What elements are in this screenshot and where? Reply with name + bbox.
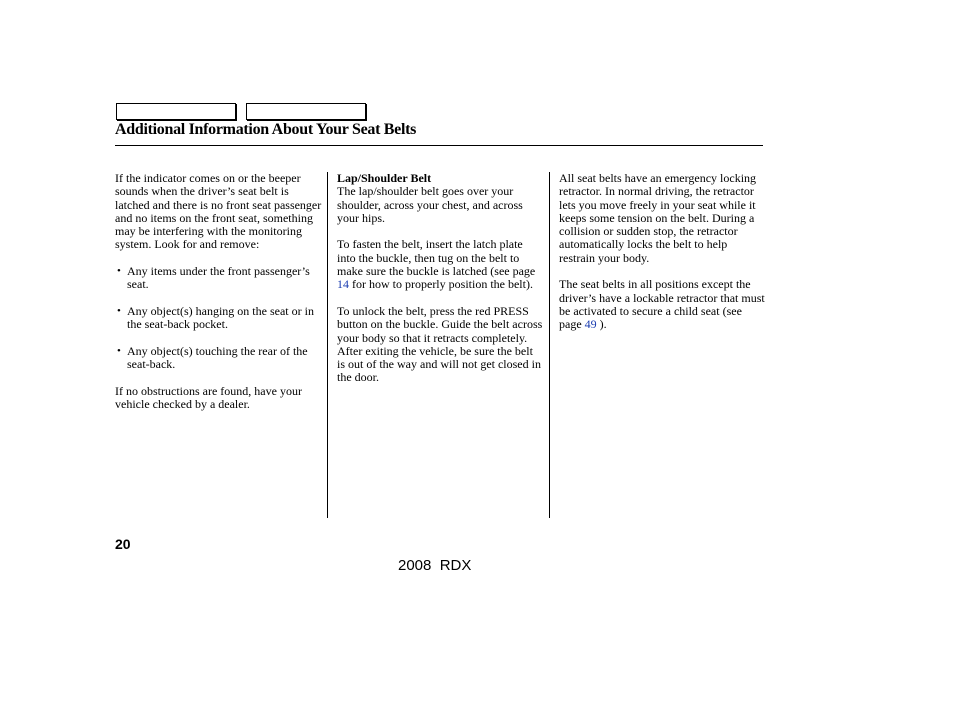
page-title: Additional Information About Your Seat Belts (115, 121, 417, 138)
model-footer: 2008 RDX (398, 557, 472, 574)
list-item (115, 305, 323, 332)
lap-belt-paragraph: The lap/shoulder belt goes over your shoulder, across your chest, and across your hips. (337, 184, 523, 225)
column-divider (549, 172, 550, 518)
column-divider (327, 172, 328, 518)
closing-paragraph: If no obstructions are found, have your vehicle checked by a dealer. (115, 383, 302, 412)
page-link-14[interactable]: 14 (337, 277, 349, 292)
fasten-text-end: for how to properly position the belt). (349, 277, 533, 292)
column-2 (337, 172, 543, 398)
lockable-retractor-paragraph (559, 278, 765, 331)
list-item-text: Any items under the front passenger’s seat. (127, 264, 310, 292)
lockable-text-end: ). (596, 317, 607, 332)
fasten-text: To fasten the belt, insert the latch plate into the buckle, then tug on the belt to make sure the buckle is latched (see page (337, 237, 536, 279)
column-3 (559, 172, 765, 345)
bullet-icon: • (117, 265, 121, 278)
page-number: 20 (115, 536, 131, 552)
list-item (115, 345, 323, 372)
bullet-icon: • (117, 304, 121, 317)
bullet-icon: • (117, 344, 121, 357)
retractor-paragraph: All seat belts have an emergency locking retractor. In normal driving, the retractor lets you move freely in your seat while it keeps some tension on the belt. During a collision or sudden stop, the retractor automatically locks the belt to help restrain your body. (559, 171, 757, 265)
title-divider (115, 145, 763, 146)
list-item-text: Any object(s) hanging on the seat or in the seat-back pocket. (127, 303, 314, 332)
fasten-paragraph (337, 238, 543, 291)
list-item (115, 265, 323, 292)
section-subheading: Lap/Shoulder Belt (337, 171, 432, 185)
lockable-text: The seat belts in all positions except the driver’s have a lockable retractor that must be activated to secure a child seat (see page (559, 277, 765, 332)
page-link-49[interactable]: 49 (584, 317, 597, 332)
intro-paragraph: If the indicator comes on or the beeper sounds when the driver’s seat belt is latched and there is no front seat passenger and no items on the front seat, something may be interfering with the monitoring system. Look for and remove: (115, 171, 322, 252)
column-1 (115, 172, 323, 425)
list-item-text: Any object(s) touching the rear of the seat-back. (127, 343, 308, 372)
nav-button-1[interactable] (116, 103, 236, 120)
unlock-paragraph: To unlock the belt, press the red PRESS button on the buckle. Guide the belt across your body so that it retracts completely. After exiting the vehicle, be sure the belt is out of the way and will not get closed in the door. (337, 303, 543, 385)
nav-button-2[interactable] (246, 103, 366, 120)
